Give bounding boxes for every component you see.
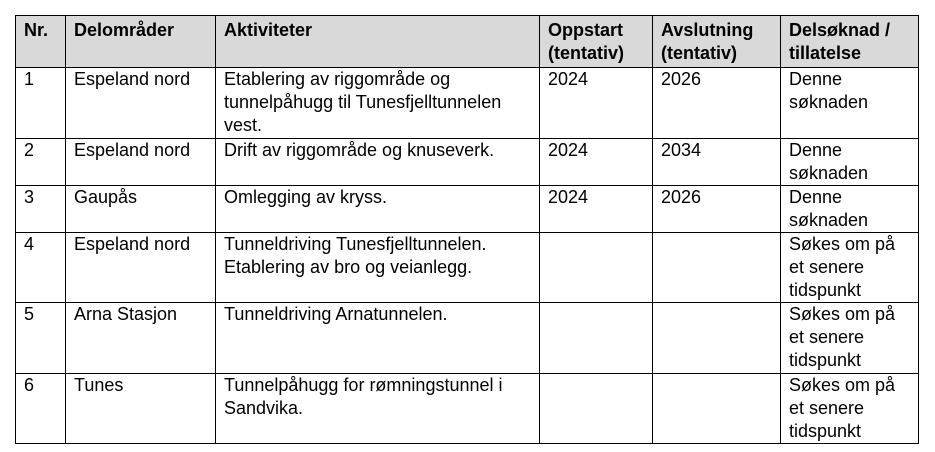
cell-end: 2026 xyxy=(653,186,781,233)
table-row xyxy=(16,374,919,444)
header-end: Avslutning (tentativ) xyxy=(653,16,781,68)
cell-activity: Tunneldriving Arnatunnelen. xyxy=(216,303,540,374)
cell-nr: 6 xyxy=(16,374,66,444)
cell-nr: 1 xyxy=(16,68,66,139)
cell-end: 2026 xyxy=(653,68,781,139)
header-activity: Aktiviteter xyxy=(216,16,540,68)
cell-application: Denne søknaden xyxy=(781,139,919,186)
cell-start xyxy=(540,374,653,444)
activity-table xyxy=(15,15,919,444)
cell-activity: Etablering av riggområde og tunnelpåhugg til Tunesfjelltunnelen vest. xyxy=(216,68,540,139)
table-row xyxy=(16,186,919,233)
cell-nr: 5 xyxy=(16,303,66,374)
header-nr: Nr. xyxy=(16,16,66,68)
cell-application: Søkes om på et senere tidspunkt xyxy=(781,233,919,303)
header-row xyxy=(16,16,919,68)
header-application: Delsøknad / tillatelse xyxy=(781,16,919,68)
cell-end xyxy=(653,303,781,374)
cell-nr: 2 xyxy=(16,139,66,186)
cell-application: Denne søknaden xyxy=(781,186,919,233)
cell-application: Søkes om på et senere tidspunkt xyxy=(781,374,919,444)
cell-activity: Tunneldriving Tunesfjelltunnelen. Etablering av bro og veianlegg. xyxy=(216,233,540,303)
cell-activity: Drift av riggområde og knuseverk. xyxy=(216,139,540,186)
cell-area: Espeland nord xyxy=(66,233,216,303)
cell-area: Gaupås xyxy=(66,186,216,233)
table-row xyxy=(16,303,919,374)
table-row xyxy=(16,233,919,303)
cell-activity: Tunnelpåhugg for rømningstunnel i Sandvika. xyxy=(216,374,540,444)
cell-area: Tunes xyxy=(66,374,216,444)
header-area: Delområder xyxy=(66,16,216,68)
cell-activity: Omlegging av kryss. xyxy=(216,186,540,233)
cell-end xyxy=(653,374,781,444)
table-row xyxy=(16,68,919,139)
header-start: Oppstart (tentativ) xyxy=(540,16,653,68)
cell-area: Arna Stasjon xyxy=(66,303,216,374)
cell-start xyxy=(540,233,653,303)
cell-application: Denne søknaden xyxy=(781,68,919,139)
cell-area: Espeland nord xyxy=(66,68,216,139)
cell-start: 2024 xyxy=(540,139,653,186)
cell-application: Søkes om på et senere tidspunkt xyxy=(781,303,919,374)
cell-area: Espeland nord xyxy=(66,139,216,186)
table-row xyxy=(16,139,919,186)
cell-start: 2024 xyxy=(540,68,653,139)
cell-end: 2034 xyxy=(653,139,781,186)
cell-nr: 4 xyxy=(16,233,66,303)
cell-start: 2024 xyxy=(540,186,653,233)
cell-start xyxy=(540,303,653,374)
cell-end xyxy=(653,233,781,303)
cell-nr: 3 xyxy=(16,186,66,233)
